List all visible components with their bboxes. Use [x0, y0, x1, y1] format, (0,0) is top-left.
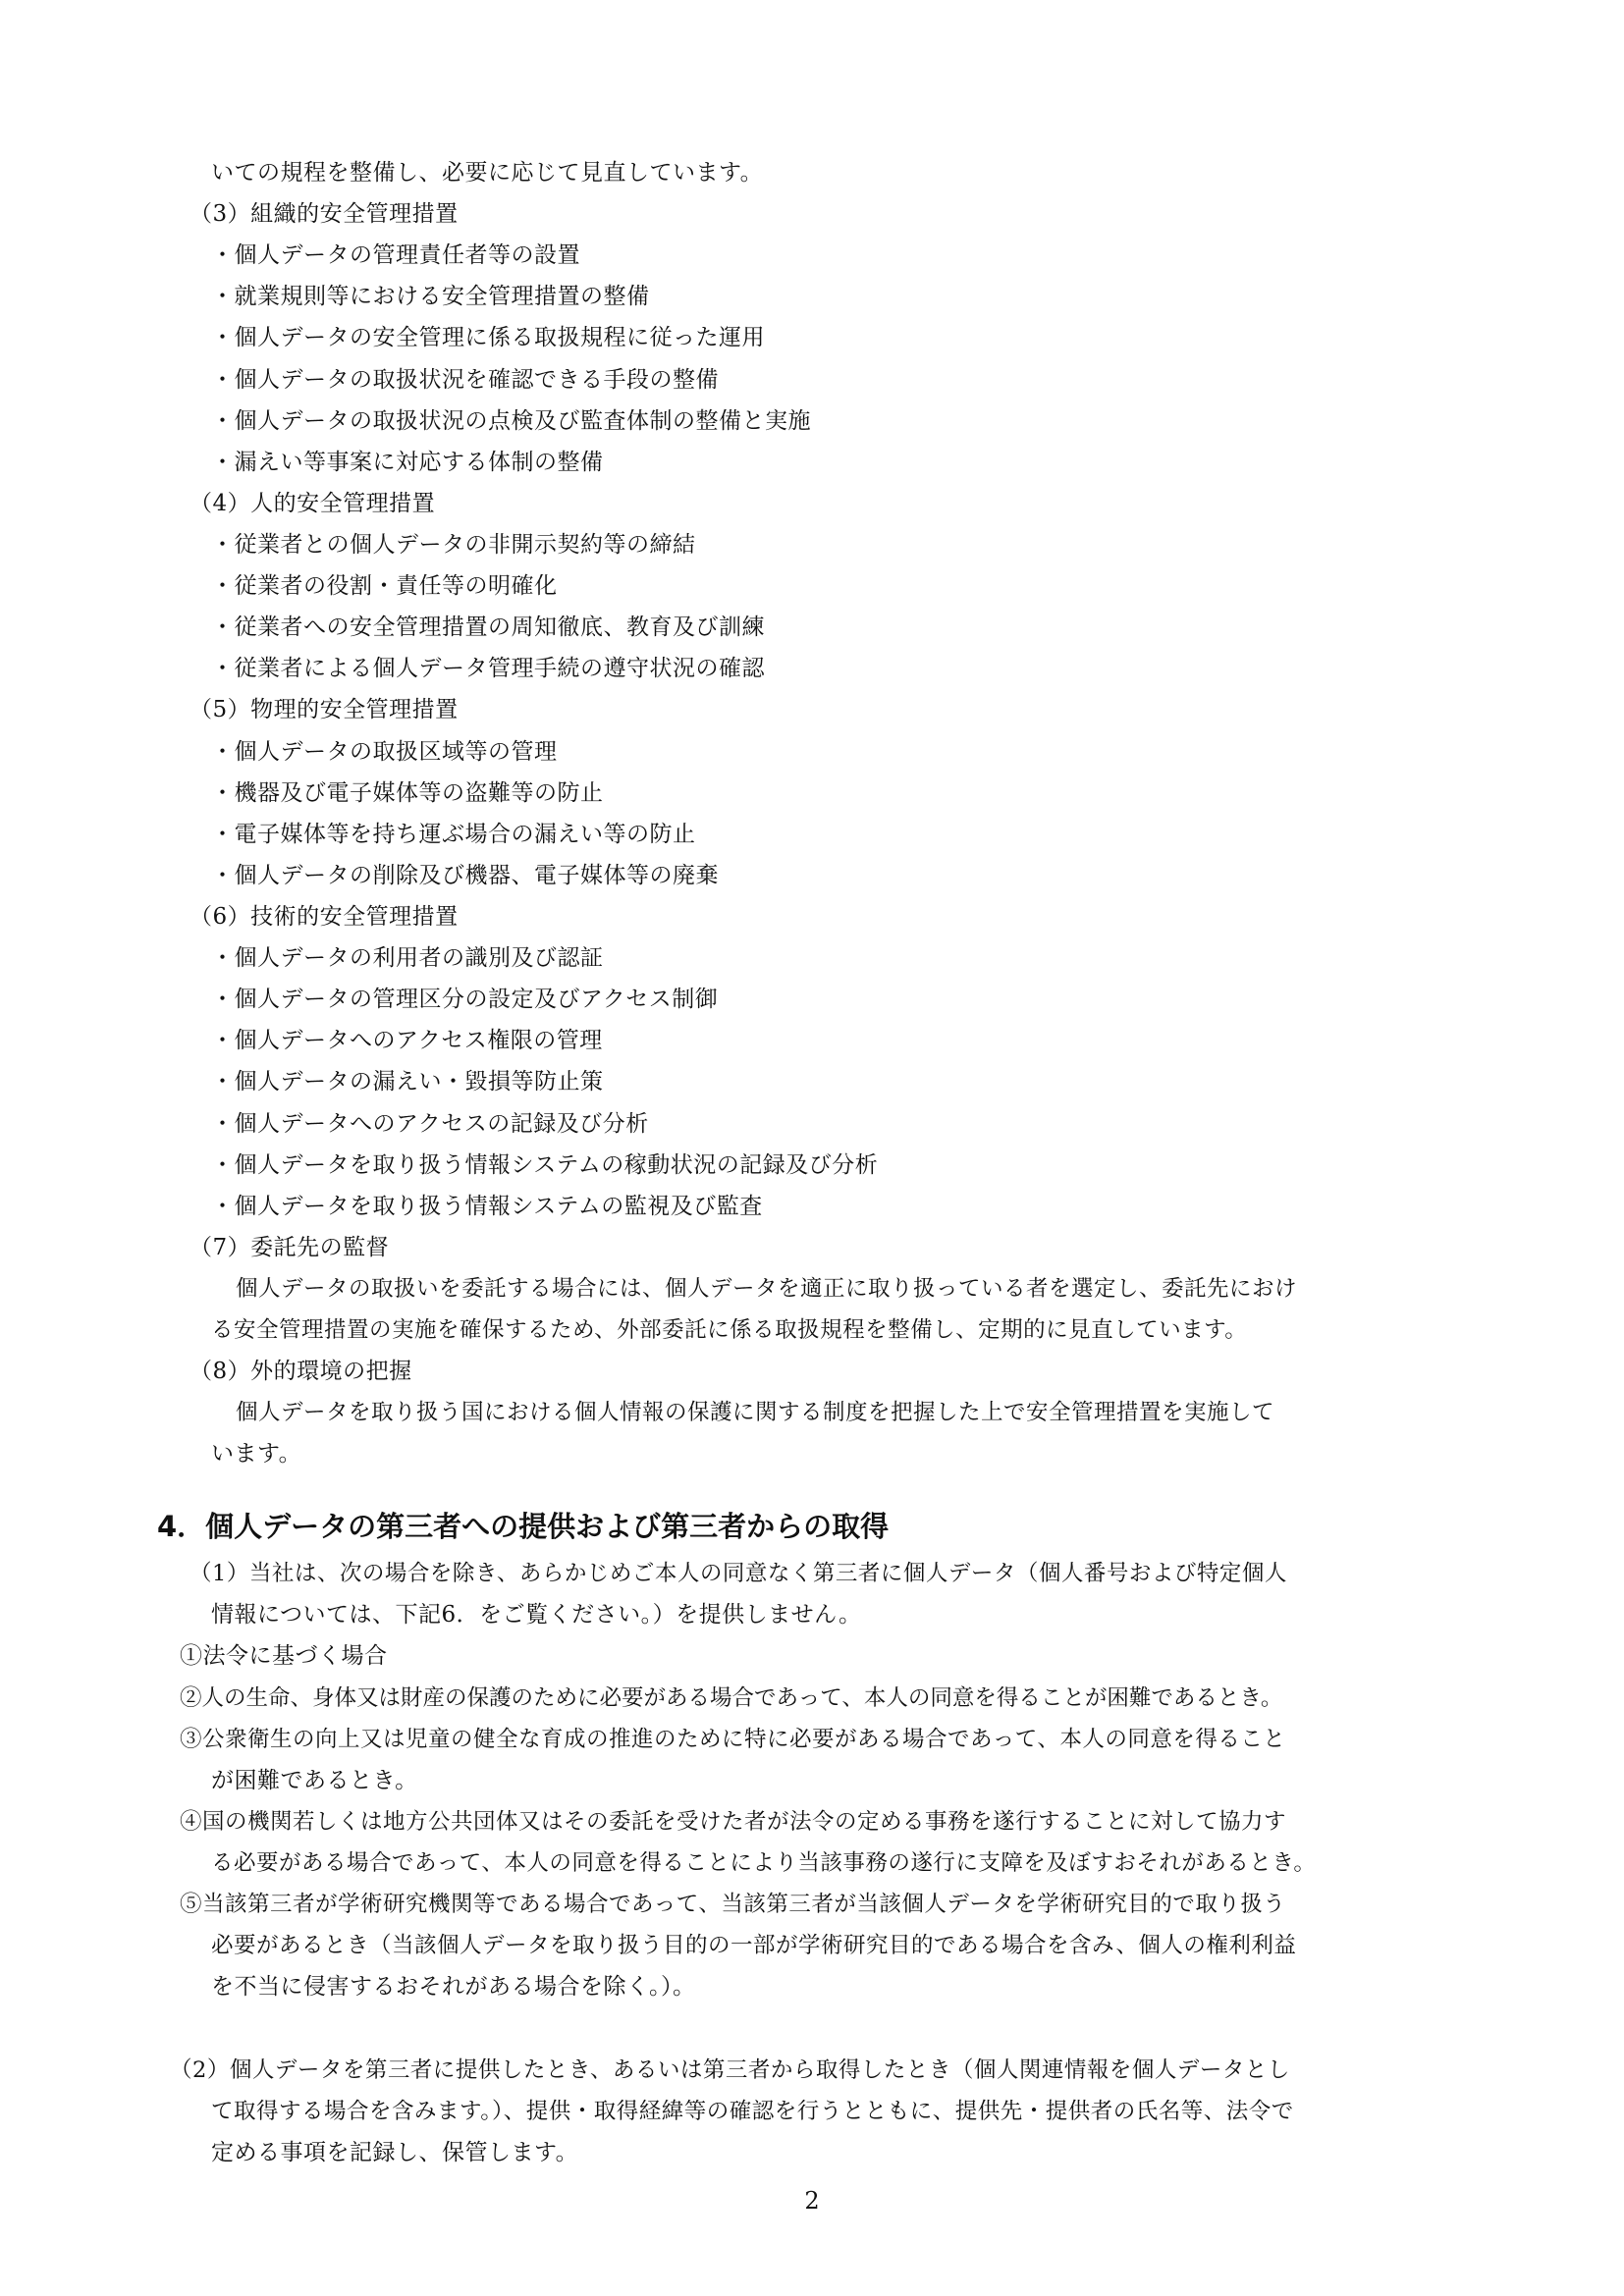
- list-item: ・個人データの削除及び機器、電子媒体等の廃棄: [211, 863, 719, 888]
- list-item: ・個人データを取り扱う情報システムの稼動状況の記録及び分析: [211, 1152, 879, 1178]
- list-item: ・漏えい等事案に対応する体制の整備: [211, 450, 604, 475]
- subsection-heading: （8）外的環境の把握: [189, 1359, 412, 1384]
- list-item: ①法令に基づく場合: [180, 1643, 388, 1669]
- subsection-heading: （6）技術的安全管理措置: [189, 904, 459, 930]
- subsection-heading: （3）組織的安全管理措置: [189, 201, 459, 227]
- paragraph-line: 定める事項を記録し、保管します。: [211, 2140, 579, 2165]
- list-item: ・個人データの利用者の識別及び認証: [211, 945, 604, 971]
- list-item-continuation: 必要があるとき（当該個人データを取り扱う目的の一部が学術研究目的である場合を含み、個人の権利利益: [211, 1933, 1297, 1958]
- list-item: ・従業者との個人データの非開示契約等の締結: [211, 532, 696, 558]
- paragraph-line: （1）当社は、次の場合を除き、あらかじめご本人の同意なく第三者に個人データ（個人番号および特定個人: [189, 1561, 1287, 1586]
- list-item: ・個人データの管理区分の設定及びアクセス制御: [211, 987, 719, 1012]
- paragraph-line: （2）個人データを第三者に提供したとき、あるいは第三者から取得したとき（個人関連情報を個人データとし: [170, 2057, 1290, 2083]
- subsection-heading: （4）人的安全管理措置: [189, 491, 436, 516]
- list-item-continuation: が困難であるとき。: [211, 1768, 418, 1793]
- list-item: ・個人データの取扱状況の点検及び監査体制の整備と実施: [211, 408, 811, 434]
- paragraph-line: 個人データを取り扱う国における個人情報の保護に関する制度を把握した上で安全管理措置を実施して: [236, 1400, 1275, 1425]
- list-item: ・機器及び電子媒体等の盗難等の防止: [211, 780, 604, 806]
- paragraph-line: て取得する場合を含みます。）、提供・取得経緯等の確認を行うとともに、提供先・提供者の氏名等、法令で: [211, 2099, 1294, 2124]
- list-item: ・就業規則等における安全管理措置の整備: [211, 284, 650, 309]
- list-item: ④国の機関若しくは地方公共団体又はその委託を受けた者が法令の定める事務を遂行することに対して協力す: [180, 1809, 1287, 1835]
- paragraph-line: る安全管理措置の実施を確保するため、外部委託に係る取扱規程を整備し、定期的に見直しています。: [211, 1317, 1248, 1343]
- list-item: ・従業者への安全管理措置の周知徹底、教育及び訓練: [211, 614, 765, 640]
- paragraph-line: います。: [211, 1441, 302, 1467]
- list-item: ・個人データを取り扱う情報システムの監視及び監査: [211, 1194, 763, 1219]
- list-item: ②人の生命、身体又は財産の保護のために必要がある場合であって、本人の同意を得ることが困難であるとき。: [180, 1685, 1283, 1711]
- list-item: ・個人データの安全管理に係る取扱規程に従った運用: [211, 325, 765, 350]
- section-heading: 4．個人データの第三者への提供および第三者からの取得: [157, 1510, 890, 1543]
- paragraph-line: 情報については、下記6．をご覧ください。）を提供しません。: [211, 1602, 862, 1628]
- list-item: ・電子媒体等を持ち運ぶ場合の漏えい等の防止: [211, 822, 696, 847]
- list-item-continuation: を不当に侵害するおそれがある場合を除く。）。: [211, 1974, 696, 2000]
- list-item-continuation: る必要がある場合であって、本人の同意を得ることにより当該事務の遂行に支障を及ぼすおそれがあるとき。: [211, 1850, 1317, 1876]
- list-item: ③公衆衛生の向上又は児童の健全な育成の推進のために特に必要がある場合であって、本人の同意を得ること: [180, 1727, 1286, 1752]
- text-line: いての規程を整備し、必要に応じて見直しています。: [211, 160, 764, 186]
- list-item: ・従業者の役割・責任等の明確化: [211, 573, 558, 599]
- list-item: ・個人データの取扱状況を確認できる手段の整備: [211, 367, 719, 393]
- list-item: ・個人データへのアクセス権限の管理: [211, 1028, 603, 1053]
- list-item: ・個人データの管理責任者等の設置: [211, 242, 580, 268]
- paragraph-line: 個人データの取扱いを委託する場合には、個人データを適正に取り扱っている者を選定し、委託先におけ: [236, 1276, 1298, 1302]
- list-item: ⑤当該第三者が学術研究機関等である場合であって、当該第三者が当該個人データを学術研究目的で取り扱う: [180, 1892, 1286, 1917]
- subsection-heading: （5）物理的安全管理措置: [189, 697, 459, 722]
- subsection-heading: （7）委託先の監督: [189, 1235, 390, 1260]
- list-item: ・個人データの漏えい・毀損等防止策: [211, 1069, 604, 1095]
- list-item: ・個人データの取扱区域等の管理: [211, 739, 558, 765]
- page-number: 2: [804, 2187, 820, 2215]
- list-item: ・個人データへのアクセスの記録及び分析: [211, 1111, 649, 1137]
- list-item: ・従業者による個人データ管理手続の遵守状況の確認: [211, 656, 765, 681]
